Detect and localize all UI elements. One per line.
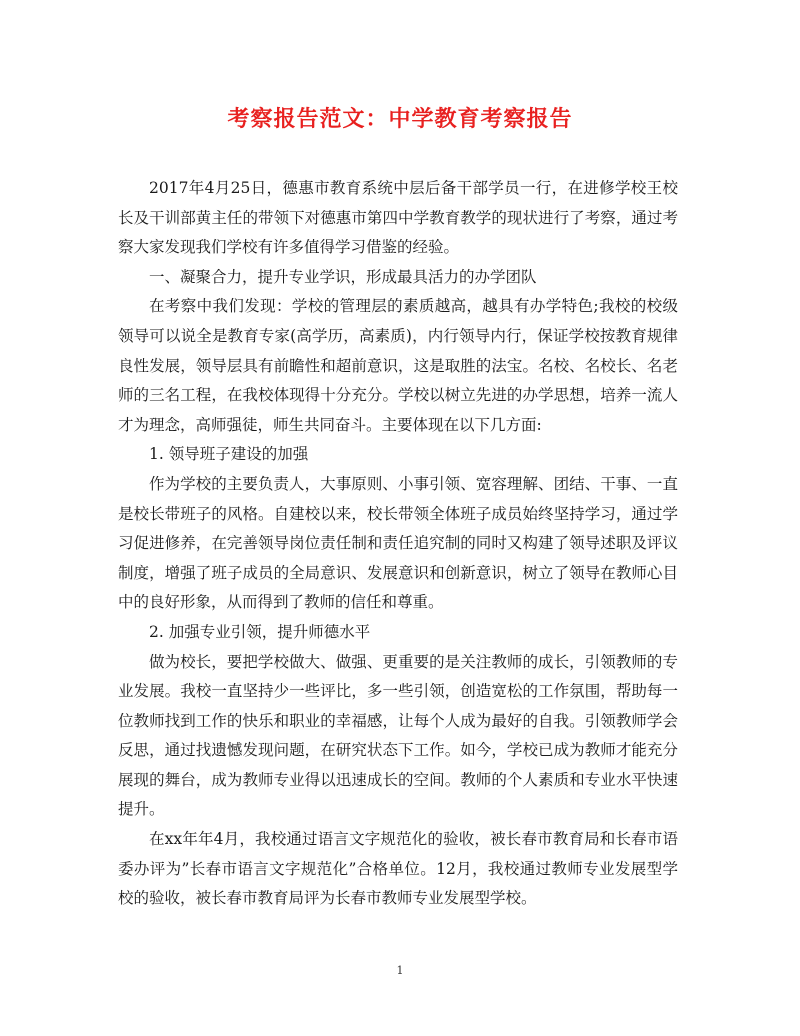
document-title: 考察报告范文：中学教育考察报告 <box>227 106 573 132</box>
section-heading-1: 一、凝聚合力，提升专业学识，形成最具活力的办学团队 <box>149 267 537 286</box>
subsection-heading-1: 1. 领导班子建设的加强 <box>149 445 309 464</box>
paragraph-intro: 2017年4月25日，德惠市教育系统中层后备干部学员一行，在进修学校王校长及干训部黄主任的带领下对德惠市第四中学教育教学的现状进行了考察，通过考察大家发现我们学校有许多值得学习借鉴的经验。 <box>118 179 678 257</box>
paragraph-management: 在考察中我们发现：学校的管理层的素质越高，越具有办学特色;我校的校级领导可以说全是教育专家(高学历，高素质)，内行领导内行，保证学校按教育规律良性发展，领导层具有前瞻性和超前意识，这是取胜的法宝。名校、名校长、名老师的三名工程，在我校体现得十分充分。学校以树立先进的办学思想，培养一流人才为理念，高师强徒，师生共同奋斗。主要体现在以下几方面: <box>118 297 678 434</box>
subsection-heading-2: 2. 加强专业引领，提升师德水平 <box>149 622 371 641</box>
paragraph-achievements: 在xx年年4月，我校通过语言文字规范化的验收，被长春市教育局和长春市语委办评为”长春市语言文字规范化”合格单位。12月，我校通过教师专业发展型学校的验收，被长春市教育局评为长春市教师专业发展型学校。 <box>118 830 678 908</box>
page-number: 1 <box>396 964 404 977</box>
paragraph-professional-guidance: 做为校长，要把学校做大、做强、更重要的是关注教师的成长，引领教师的专业发展。我校一直坚持少一些评比，多一些引领，创造宽松的工作氛围，帮助每一位教师找到工作的快乐和职业的幸福感，让每个人成为最好的自我。引领教师学会反思，通过找遗憾发现问题，在研究状态下工作。如今，学校已成为教师才能充分展现的舞台，成为教师专业得以迅速成长的空间。教师的个人素质和专业水平快速提升。 <box>118 652 678 819</box>
paragraph-leadership: 作为学校的主要负责人，大事原则、小事引领、宽容理解、团结、干事、一直是校长带班子的风格。自建校以来，校长带领全体班子成员始终坚持学习，通过学习促进修养，在完善领导岗位责任制和责任追究制的同时又构建了领导述职及评议制度，增强了班子成员的全局意识、发展意识和创新意识，树立了领导在教师心目中的良好形象，从而得到了教师的信任和尊重。 <box>118 474 678 612</box>
document-body <box>118 174 678 914</box>
